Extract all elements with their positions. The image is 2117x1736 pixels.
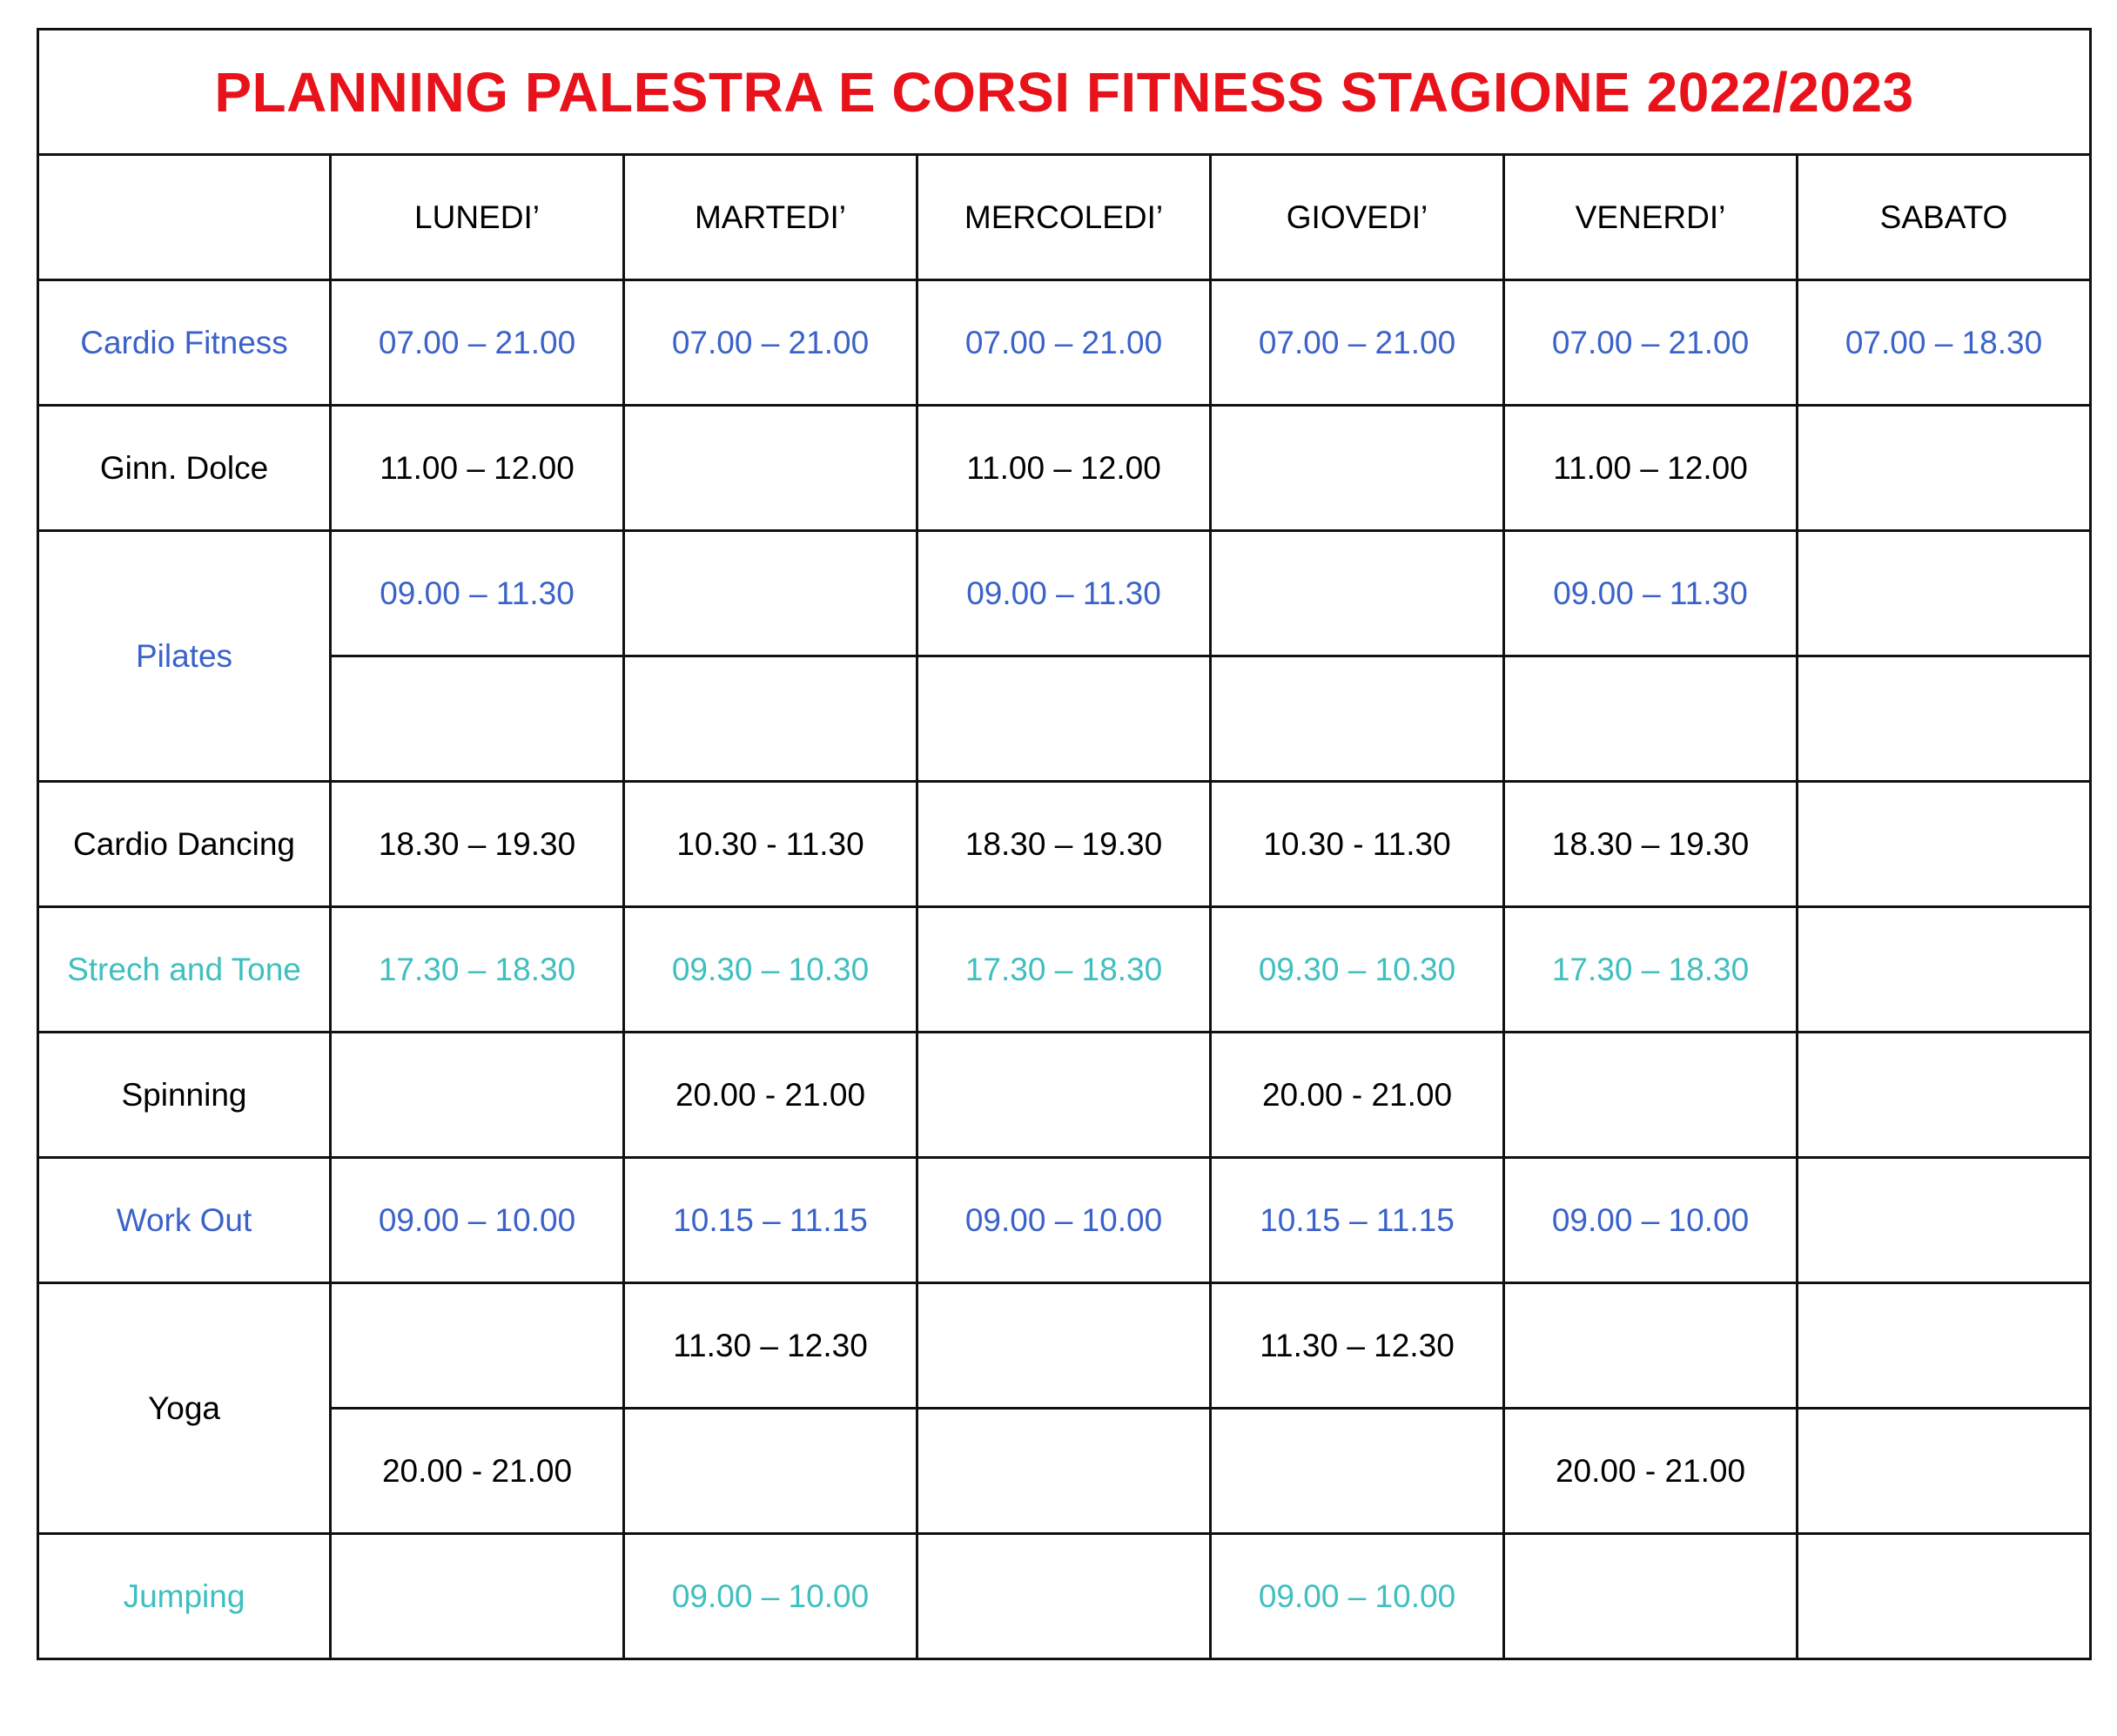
time-slot [624, 531, 917, 656]
day-header: GIOVEDI’ [1211, 155, 1504, 280]
activity-row [38, 406, 2091, 531]
time-slot [1211, 1409, 1504, 1534]
time-slot: 07.00 – 18.30 [1798, 280, 2091, 406]
time-slot: 10.30 - 11.30 [1211, 782, 1504, 907]
time-slot: 07.00 – 21.00 [624, 280, 917, 406]
time-slot [1798, 531, 2091, 656]
time-slot: 10.15 – 11.15 [624, 1158, 917, 1283]
time-slot [917, 1409, 1211, 1534]
time-slot: 11.00 – 12.00 [331, 406, 624, 531]
time-slot: 09.30 – 10.30 [1211, 907, 1504, 1033]
activity-name: Cardio Fitness [38, 280, 331, 406]
time-slot: 18.30 – 19.30 [917, 782, 1211, 907]
time-slot: 17.30 – 18.30 [1504, 907, 1798, 1033]
time-slot [1798, 1158, 2091, 1283]
activity-name: Pilates [38, 531, 331, 782]
activity-row [38, 531, 2091, 656]
time-slot: 09.00 – 10.00 [331, 1158, 624, 1283]
time-slot [331, 656, 624, 782]
time-slot: 07.00 – 21.00 [1504, 280, 1798, 406]
activity-row [38, 907, 2091, 1033]
time-slot [624, 656, 917, 782]
time-slot [917, 1283, 1211, 1409]
time-slot: 09.00 – 11.30 [331, 531, 624, 656]
time-slot [1798, 1409, 2091, 1534]
day-header: MERCOLEDI’ [917, 155, 1211, 280]
time-slot [1211, 656, 1504, 782]
day-header: LUNEDI’ [331, 155, 624, 280]
activity-name: Jumping [38, 1534, 331, 1659]
time-slot: 09.00 – 10.00 [1504, 1158, 1798, 1283]
activity-row [38, 1409, 2091, 1534]
time-slot: 09.00 – 10.00 [624, 1534, 917, 1659]
time-slot [917, 656, 1211, 782]
time-slot [1798, 1283, 2091, 1409]
time-slot [1504, 1534, 1798, 1659]
day-header: MARTEDI’ [624, 155, 917, 280]
activity-row [38, 1033, 2091, 1158]
title-row [38, 30, 2091, 155]
time-slot [917, 1534, 1211, 1659]
activity-name: Cardio Dancing [38, 782, 331, 907]
time-slot: 09.00 – 11.30 [1504, 531, 1798, 656]
time-slot [624, 406, 917, 531]
time-slot: 11.00 – 12.00 [917, 406, 1211, 531]
time-slot: 20.00 - 21.00 [624, 1033, 917, 1158]
time-slot [1504, 1033, 1798, 1158]
activity-row [38, 782, 2091, 907]
time-slot: 11.30 – 12.30 [624, 1283, 917, 1409]
activity-row [38, 1283, 2091, 1409]
time-slot [1798, 1033, 2091, 1158]
time-slot [1798, 1534, 2091, 1659]
time-slot: 09.30 – 10.30 [624, 907, 917, 1033]
time-slot [1798, 782, 2091, 907]
day-header-row [38, 155, 2091, 280]
time-slot [331, 1283, 624, 1409]
time-slot [624, 1409, 917, 1534]
time-slot: 09.00 – 10.00 [917, 1158, 1211, 1283]
time-slot: 09.00 – 10.00 [1211, 1534, 1504, 1659]
activity-name: Yoga [38, 1283, 331, 1534]
time-slot: 20.00 - 21.00 [331, 1409, 624, 1534]
corner-cell [38, 155, 331, 280]
time-slot: 17.30 – 18.30 [331, 907, 624, 1033]
time-slot: 07.00 – 21.00 [917, 280, 1211, 406]
day-header: VENERDI’ [1504, 155, 1798, 280]
activity-row [38, 656, 2091, 782]
time-slot [1798, 907, 2091, 1033]
activity-name: Strech and Tone [38, 907, 331, 1033]
time-slot: 09.00 – 11.30 [917, 531, 1211, 656]
time-slot: 10.30 - 11.30 [624, 782, 917, 907]
time-slot [331, 1534, 624, 1659]
page-title: PLANNING PALESTRA E CORSI FITNESS STAGIONE 2022/2023 [38, 30, 2091, 155]
time-slot: 20.00 - 21.00 [1504, 1409, 1798, 1534]
activity-name: Spinning [38, 1033, 331, 1158]
time-slot: 18.30 – 19.30 [331, 782, 624, 907]
activity-row [38, 280, 2091, 406]
time-slot [1211, 406, 1504, 531]
time-slot: 07.00 – 21.00 [1211, 280, 1504, 406]
time-slot [1798, 656, 2091, 782]
time-slot: 10.15 – 11.15 [1211, 1158, 1504, 1283]
time-slot: 20.00 - 21.00 [1211, 1033, 1504, 1158]
activity-row [38, 1534, 2091, 1659]
schedule-table [37, 28, 2092, 1660]
time-slot [917, 1033, 1211, 1158]
time-slot [331, 1033, 624, 1158]
activity-name: Work Out [38, 1158, 331, 1283]
time-slot: 17.30 – 18.30 [917, 907, 1211, 1033]
time-slot: 11.30 – 12.30 [1211, 1283, 1504, 1409]
time-slot [1211, 531, 1504, 656]
time-slot [1798, 406, 2091, 531]
day-header: SABATO [1798, 155, 2091, 280]
time-slot: 07.00 – 21.00 [331, 280, 624, 406]
activity-row [38, 1158, 2091, 1283]
time-slot [1504, 656, 1798, 782]
time-slot: 11.00 – 12.00 [1504, 406, 1798, 531]
activity-name: Ginn. Dolce [38, 406, 331, 531]
time-slot [1504, 1283, 1798, 1409]
time-slot: 18.30 – 19.30 [1504, 782, 1798, 907]
